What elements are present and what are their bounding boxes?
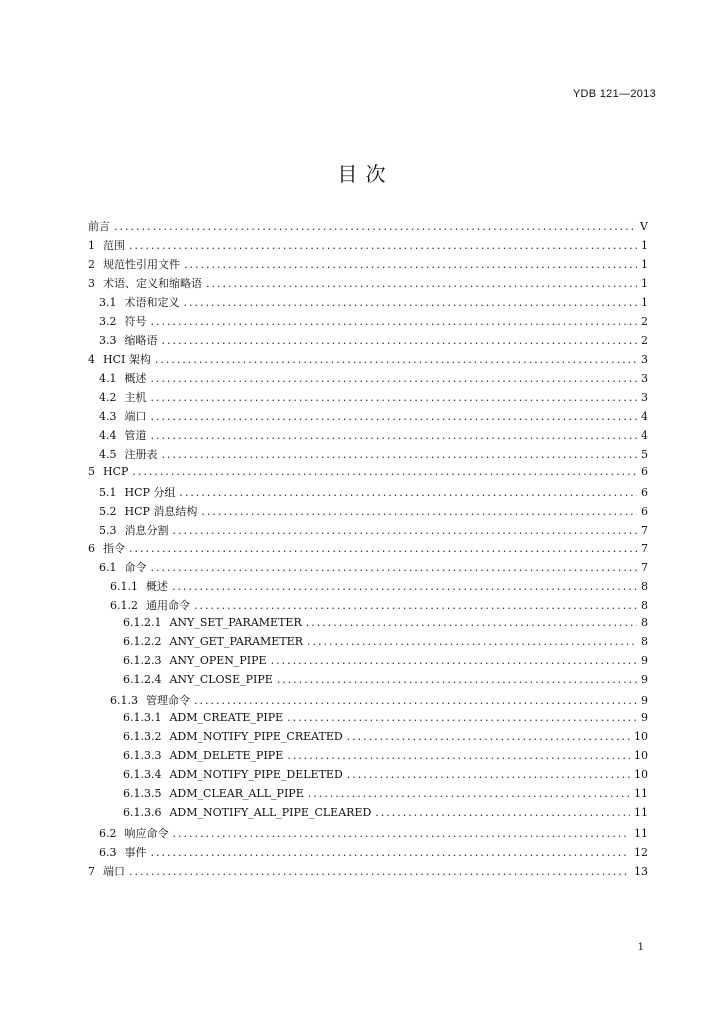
toc-entry[interactable] bbox=[88, 730, 648, 749]
toc-entry-number: 6 bbox=[88, 542, 95, 556]
toc-entry[interactable] bbox=[88, 313, 648, 332]
toc-entry[interactable] bbox=[88, 654, 648, 673]
toc-dot-leader bbox=[194, 694, 637, 707]
toc-entry-page: 3 bbox=[641, 352, 648, 366]
toc-entry-title: 响应命令 bbox=[124, 827, 169, 840]
page-number: 1 bbox=[637, 942, 644, 953]
toc-entry[interactable] bbox=[88, 635, 648, 654]
toc-entry-page: 8 bbox=[641, 599, 648, 613]
toc-entry-title: 端口 bbox=[124, 409, 147, 423]
toc-dot-leader bbox=[129, 865, 630, 878]
toc-entry-number: 6.1.2.2 bbox=[123, 635, 162, 649]
toc-entry[interactable] bbox=[88, 332, 648, 351]
toc-entry-number: 6.1.3.3 bbox=[123, 749, 162, 763]
toc-entry-page: 11 bbox=[634, 827, 648, 840]
toc-entry[interactable] bbox=[88, 578, 648, 597]
toc-dot-leader bbox=[347, 768, 630, 781]
toc-entry-title: HCI 架构 bbox=[103, 352, 151, 366]
toc-entry[interactable] bbox=[88, 711, 648, 730]
toc-entry[interactable] bbox=[88, 787, 648, 806]
toc-entry-page: 8 bbox=[641, 616, 648, 630]
toc-entry-number: 2 bbox=[88, 257, 95, 271]
toc-entry-title: 端口 bbox=[103, 864, 125, 878]
toc-entry-title: 前言 bbox=[88, 220, 110, 233]
toc-dot-leader bbox=[287, 711, 637, 724]
toc-entry-title: 概述 bbox=[146, 580, 168, 594]
toc-dot-leader bbox=[151, 561, 638, 574]
toc-entry-page: 8 bbox=[641, 580, 648, 594]
toc-dot-leader bbox=[151, 846, 631, 859]
toc-entry-page: 2 bbox=[641, 314, 648, 328]
toc-dot-leader bbox=[307, 635, 637, 648]
toc-entry[interactable] bbox=[88, 503, 648, 522]
toc-entry-number: 5.2 bbox=[99, 504, 117, 518]
toc-dot-leader bbox=[151, 429, 638, 442]
toc-entry-title: ADM_DELETE_PIPE bbox=[169, 749, 284, 763]
toc-dot-leader bbox=[375, 806, 630, 819]
toc-entry-page: 11 bbox=[634, 787, 648, 801]
toc-entry-title: ANY_OPEN_PIPE bbox=[169, 654, 267, 668]
toc-entry-page: 2 bbox=[641, 333, 648, 347]
toc-entry-number: 6.2 bbox=[99, 827, 117, 840]
toc-entry-number: 5 bbox=[88, 464, 95, 478]
toc-entry-number: 6.1.2.4 bbox=[123, 673, 162, 687]
toc-dot-leader bbox=[151, 372, 638, 385]
toc-entry[interactable] bbox=[88, 844, 648, 863]
toc-entry-title: 命令 bbox=[124, 561, 147, 575]
toc-entry-number: 7 bbox=[88, 864, 95, 878]
toc-entry[interactable] bbox=[88, 294, 648, 313]
toc-entry-number: 6.1.2 bbox=[110, 599, 138, 613]
toc-entry-title: 范围 bbox=[103, 238, 125, 252]
toc-dot-leader bbox=[129, 239, 637, 252]
toc-entry-page: 1 bbox=[641, 257, 648, 271]
toc-entry-page: 9 bbox=[641, 673, 648, 687]
toc-entry-page: 7 bbox=[641, 542, 648, 556]
toc-dot-leader bbox=[206, 277, 637, 290]
toc-entry-number: 6.1.3.5 bbox=[123, 787, 162, 801]
toc-entry-number: 6.1.2.3 bbox=[123, 654, 162, 668]
toc-dot-leader bbox=[201, 505, 637, 518]
toc-entry-page: 1 bbox=[641, 295, 648, 309]
toc-entry[interactable] bbox=[88, 559, 648, 578]
toc-entry-number: 4.3 bbox=[99, 409, 117, 423]
toc-entry[interactable] bbox=[88, 484, 648, 503]
toc-entry-title: 规范性引用文件 bbox=[103, 257, 180, 271]
toc-title: 目 次 bbox=[337, 162, 387, 186]
toc-dot-leader bbox=[271, 654, 637, 667]
toc-dot-leader bbox=[155, 353, 637, 366]
toc-entry-number: 4.2 bbox=[99, 390, 117, 404]
toc-entry-title: 缩略语 bbox=[124, 333, 158, 347]
toc-entry[interactable] bbox=[88, 616, 648, 635]
toc-entry-page: 11 bbox=[634, 806, 648, 820]
toc-entry-title: HCP 消息结构 bbox=[124, 504, 198, 518]
toc-entry-page: 9 bbox=[641, 711, 648, 725]
toc-dot-leader bbox=[277, 673, 637, 686]
toc-entry-title: 管理命令 bbox=[146, 694, 190, 708]
toc-entry-page: 4 bbox=[641, 428, 648, 442]
toc-dot-leader bbox=[162, 448, 638, 461]
toc-entry-title: 术语、定义和缩略语 bbox=[103, 276, 202, 290]
toc-entry[interactable] bbox=[88, 256, 648, 275]
toc-entry-page: 7 bbox=[641, 523, 648, 537]
toc-entry-page: 10 bbox=[634, 749, 648, 763]
toc-entry-title: HCP 分组 bbox=[124, 485, 176, 499]
toc-entry-number: 4.4 bbox=[99, 428, 117, 442]
toc-entry[interactable] bbox=[88, 749, 648, 768]
toc-entry-number: 6.1.3 bbox=[110, 694, 138, 708]
toc-entry-number: 1 bbox=[88, 238, 95, 252]
toc-entry-page: 1 bbox=[641, 276, 648, 290]
toc-entry[interactable] bbox=[88, 522, 648, 541]
toc-entry-title: ADM_CLEAR_ALL_PIPE bbox=[169, 787, 304, 801]
toc-entry-page: 6 bbox=[641, 504, 648, 518]
toc-entry-number: 6.3 bbox=[99, 845, 117, 859]
toc-entry[interactable] bbox=[88, 597, 648, 616]
toc-entry-title: ADM_NOTIFY_PIPE_DELETED bbox=[169, 768, 343, 782]
toc-entry-title: 事件 bbox=[124, 845, 147, 859]
toc-entry-number: 5.1 bbox=[99, 485, 117, 499]
toc-entry[interactable] bbox=[88, 408, 648, 427]
toc-dot-leader bbox=[287, 749, 630, 762]
toc-entry-number: 6.1.3.4 bbox=[123, 768, 162, 782]
toc-entry[interactable] bbox=[88, 673, 648, 692]
toc-entry[interactable] bbox=[88, 768, 648, 787]
toc-dot-leader bbox=[129, 542, 637, 555]
toc-entry[interactable] bbox=[88, 275, 648, 294]
toc-entry-number: 5.3 bbox=[99, 523, 117, 537]
toc-entry-title: 通用命令 bbox=[146, 599, 190, 613]
toc-entry[interactable] bbox=[88, 218, 648, 237]
toc-entry-title: 主机 bbox=[124, 390, 147, 404]
toc-dot-leader bbox=[173, 827, 631, 840]
toc-entry-title: ANY_SET_PARAMETER bbox=[169, 616, 302, 630]
toc-entry-title: ADM_CREATE_PIPE bbox=[169, 711, 284, 725]
toc-entry-page: 5 bbox=[641, 447, 648, 461]
toc-entry-page: 9 bbox=[641, 694, 648, 708]
toc-dot-leader bbox=[114, 220, 636, 233]
toc-dot-leader bbox=[151, 315, 638, 328]
toc-dot-leader bbox=[151, 391, 638, 404]
toc-entry-page: 6 bbox=[641, 485, 648, 499]
toc-entry-title: 管道 bbox=[124, 428, 147, 442]
toc-dot-leader bbox=[194, 599, 637, 612]
toc-dot-leader bbox=[172, 580, 637, 593]
toc-entry-page: 10 bbox=[634, 768, 648, 782]
toc-entry[interactable] bbox=[88, 370, 648, 389]
toc-entry-title: 术语和定义 bbox=[124, 295, 180, 309]
toc-entry[interactable] bbox=[88, 540, 648, 559]
toc-dot-leader bbox=[173, 524, 638, 537]
toc-entry-title: 指令 bbox=[103, 542, 125, 556]
toc-entry[interactable] bbox=[88, 465, 648, 484]
toc-entry-number: 3.2 bbox=[99, 314, 117, 328]
toc-entry-page: 13 bbox=[634, 864, 648, 878]
toc-entry-number: 4.5 bbox=[99, 447, 117, 461]
toc-entry-number: 3.1 bbox=[99, 295, 117, 309]
toc-entry-number: 4.1 bbox=[99, 371, 117, 385]
toc-entry[interactable] bbox=[88, 389, 648, 408]
toc-dot-leader bbox=[151, 410, 638, 423]
toc-entry-title: ANY_CLOSE_PIPE bbox=[169, 673, 273, 687]
toc-entry-number: 3.3 bbox=[99, 333, 117, 347]
toc-entry-title: 概述 bbox=[124, 371, 147, 385]
toc-dot-leader bbox=[306, 616, 637, 629]
document-code: YDB 121—2013 bbox=[572, 88, 656, 100]
toc-entry-number: 3 bbox=[88, 276, 95, 290]
toc-entry-title: HCP bbox=[103, 464, 129, 478]
toc-dot-leader bbox=[347, 730, 630, 743]
toc-entry[interactable] bbox=[88, 237, 648, 256]
toc-entry-page: 8 bbox=[641, 635, 648, 649]
toc-dot-leader bbox=[162, 334, 638, 347]
toc-entry[interactable] bbox=[88, 863, 648, 882]
toc-entry-number: 4 bbox=[88, 352, 95, 366]
toc-entry-page: 9 bbox=[641, 654, 648, 668]
toc-entry-title: 符号 bbox=[124, 314, 147, 328]
table-of-contents bbox=[88, 218, 648, 882]
toc-entry[interactable] bbox=[88, 351, 648, 370]
toc-entry-page: 3 bbox=[641, 390, 648, 404]
toc-entry-number: 6.1.2.1 bbox=[123, 616, 162, 630]
toc-entry[interactable] bbox=[88, 427, 648, 446]
toc-entry-page: 6 bbox=[641, 464, 648, 478]
toc-entry-number: 6.1.3.2 bbox=[123, 730, 162, 744]
toc-dot-leader bbox=[308, 787, 630, 800]
toc-entry-page: 12 bbox=[634, 845, 648, 859]
toc-entry-page: 7 bbox=[641, 561, 648, 575]
toc-entry-number: 6.1.3.1 bbox=[123, 711, 162, 725]
toc-entry-number: 6.1.3.6 bbox=[123, 806, 162, 820]
toc-entry[interactable] bbox=[88, 446, 648, 465]
toc-entry-title: ADM_NOTIFY_PIPE_CREATED bbox=[169, 730, 343, 744]
toc-entry-page: 10 bbox=[634, 730, 648, 744]
toc-entry-page: V bbox=[640, 220, 648, 233]
toc-entry-title: 注册表 bbox=[124, 447, 158, 461]
toc-entry-number: 6.1.1 bbox=[110, 580, 138, 594]
toc-dot-leader bbox=[184, 296, 638, 309]
toc-entry-title: ADM_NOTIFY_ALL_PIPE_CLEARED bbox=[169, 806, 372, 820]
toc-entry-title: 消息分割 bbox=[124, 523, 169, 537]
toc-entry[interactable] bbox=[88, 806, 648, 825]
toc-entry-title: ANY_GET_PARAMETER bbox=[169, 635, 303, 649]
toc-dot-leader bbox=[184, 258, 637, 271]
toc-entry-number: 6.1 bbox=[99, 561, 117, 575]
toc-dot-leader bbox=[132, 465, 637, 478]
toc-entry-page: 4 bbox=[641, 409, 648, 423]
toc-entry-page: 3 bbox=[641, 371, 648, 385]
toc-entry[interactable] bbox=[88, 825, 648, 844]
toc-entry-page: 1 bbox=[641, 238, 648, 252]
toc-dot-leader bbox=[179, 486, 637, 499]
toc-entry[interactable] bbox=[88, 692, 648, 711]
